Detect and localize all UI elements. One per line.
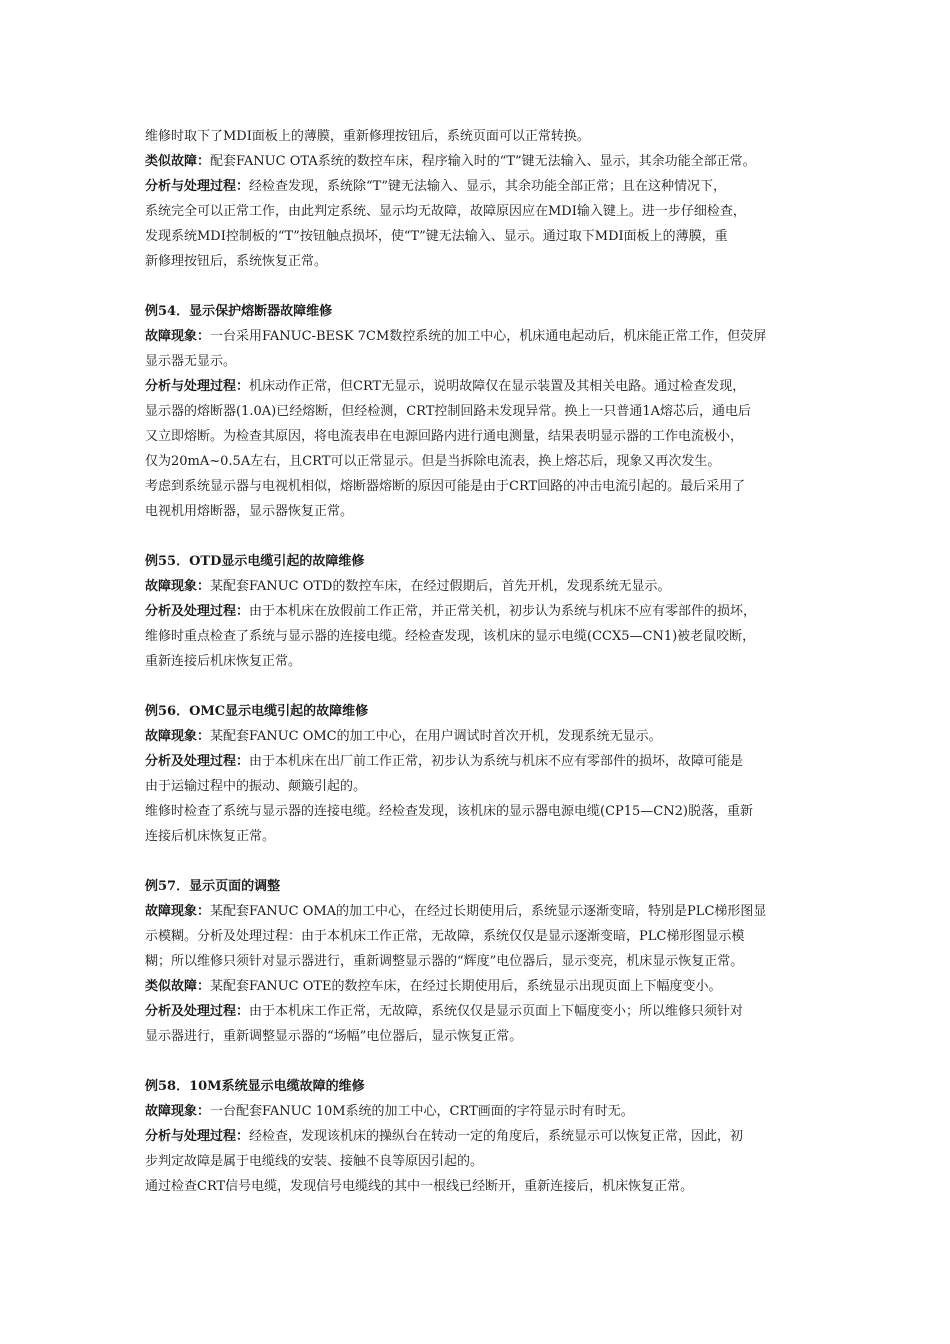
intro-analysis-line-3 <box>145 224 825 249</box>
ex57-symptom-line-1 <box>145 899 825 924</box>
ex54-analysis-line-2 <box>145 399 825 424</box>
text: 显示器无显示。 <box>145 354 237 369</box>
ex58-analysis-line-1 <box>145 1124 825 1149</box>
ex56-analysis-line-3 <box>145 799 825 824</box>
section-title-55: 例55．OTD显示电缆引起的故障维修 <box>145 554 365 569</box>
text: 经检查发现，系统除“T”键无法输入、显示，其余功能全部正常；且在这种情况下， <box>249 179 726 194</box>
ex54-analysis-line-1 <box>145 374 825 399</box>
text: 维修时检查了系统与显示器的连接电缆。经检查发现，该机床的显示器电源电缆(CP15—CN2)脱落，重新 <box>145 804 753 819</box>
section-title-54: 例54．显示保护熔断器故障维修 <box>145 304 333 319</box>
text: 连接后机床恢复正常。 <box>145 829 276 844</box>
section-title-56: 例56．OMC显示电缆引起的故障维修 <box>145 704 369 719</box>
analysis-label: 分析及处理过程： <box>145 754 250 769</box>
ex54-analysis-line-5 <box>145 474 825 499</box>
text: 某配套FANUC OMC的加工中心，在用户调试时首次开机，发现系统无显示。 <box>210 729 662 744</box>
ex54-analysis-line-3 <box>145 424 825 449</box>
ex56-analysis-line-4 <box>145 824 825 849</box>
analysis-label: 分析及处理过程： <box>145 604 250 619</box>
symptom-label: 故障现象： <box>145 729 211 744</box>
text: 电视机用熔断器，显示器恢复正常。 <box>145 504 354 519</box>
ex56-analysis-line-1 <box>145 749 825 774</box>
text: 又立即熔断。为检查其原因，将电流表串在电源回路内进行通电测量，结果表明显示器的工作电流极小， <box>145 429 744 444</box>
text: 仅为20mA~0.5A左右，且CRT可以正常显示。但是当拆除电流表，换上熔芯后，现象又再次发生。 <box>145 454 721 469</box>
symptom-label: 故障现象： <box>145 904 211 919</box>
text: 系统完全可以正常工作，由此判定系统、显示均无故障，故障原因应在MDI输入键上。进一步仔细检查， <box>145 204 746 219</box>
text: 通过检查CRT信号电缆，发现信号电缆线的其中一根线已经断开，重新连接后，机床恢复正常。 <box>145 1179 694 1194</box>
text: 步判定故障是属于电缆线的安装、接触不良等原因引起的。 <box>145 1154 484 1169</box>
text: 配套FANUC OTA系统的数控车床，程序输入时的“T”键无法输入、显示，其余功能全部正常。 <box>210 154 756 169</box>
ex54-analysis-line-6 <box>145 499 825 524</box>
text: 由于运输过程中的振动、颠簸引起的。 <box>145 779 367 794</box>
text: 新修理按钮后，系统恢复正常。 <box>145 254 328 269</box>
text: 维修时取下了MDI面板上的薄膜，重新修理按钮后，系统页面可以正常转换。 <box>145 129 590 144</box>
text: 经检查，发现该机床的操纵台在转动一定的角度后，系统显示可以恢复正常，因此，初 <box>249 1129 744 1144</box>
text: 某配套FANUC OTE的数控车床，在经过长期使用后，系统显示出现页面上下幅度变小。 <box>210 979 722 994</box>
text: 一台配套FANUC 10M系统的加工中心，CRT画面的字符显示时有时无。 <box>210 1104 634 1119</box>
text: 维修时重点检查了系统与显示器的连接电缆。经检查发现，该机床的显示电缆(CCX5—CN1)被老鼠咬断， <box>145 629 756 644</box>
spacer <box>145 1049 825 1074</box>
symptom-label: 故障现象： <box>145 329 211 344</box>
ex55-analysis-line-1 <box>145 599 825 624</box>
intro-line-1 <box>145 124 825 149</box>
section-title-58: 例58．10M系统显示电缆故障的维修 <box>145 1079 365 1094</box>
ex57-symptom-line-2 <box>145 924 825 949</box>
text: 由于本机床在放假前工作正常，并正常关机，初步认为系统与机床不应有零部件的损坏， <box>249 604 757 619</box>
ex54-symptom-line-1 <box>145 324 825 349</box>
ex57-similar-line-1 <box>145 974 825 999</box>
text: 显示器的熔断器(1.0A)已经熔断，但经检测，CRT控制回路未发现异常。换上一只普通1A熔芯后，通电后 <box>145 404 752 419</box>
analysis-label: 分析与处理过程： <box>145 379 250 394</box>
analysis-label: 分析与处理过程： <box>145 1129 250 1144</box>
text: 一台采用FANUC-BESK 7CM数控系统的加工中心，机床通电起动后，机床能正常工作，但荧屏 <box>210 329 767 344</box>
text: 示模糊。分析及处理过程：由于本机床工作正常，无故障，系统仅仅是显示逐渐变暗，PLC梯形图显示模 <box>145 929 745 944</box>
spacer <box>145 524 825 549</box>
symptom-label: 故障现象： <box>145 579 211 594</box>
spacer <box>145 849 825 874</box>
section-title-57: 例57．显示页面的调整 <box>145 879 281 894</box>
ex54-symptom-line-2 <box>145 349 825 374</box>
symptom-label: 故障现象： <box>145 1104 211 1119</box>
text: 机床动作正常，但CRT无显示，说明故障仅在显示装置及其相关电路。通过检查发现， <box>249 379 746 394</box>
ex58-analysis-line-3 <box>145 1174 825 1199</box>
ex58-symptom-line-1 <box>145 1099 825 1124</box>
text: 考虑到系统显示器与电视机相似，熔断器熔断的原因可能是由于CRT回路的冲击电流引起的。最后采用了 <box>145 479 746 494</box>
intro-analysis-line-2 <box>145 199 825 224</box>
text: 发现系统MDI控制板的“T”按钮触点损坏，使“T”键无法输入、显示。通过取下MDI面板上的薄膜，重 <box>145 229 728 244</box>
ex57-analysis-line-2 <box>145 1024 825 1049</box>
ex57-symptom-line-3 <box>145 949 825 974</box>
ex56-analysis-line-2 <box>145 774 825 799</box>
similar-label: 类似故障： <box>145 979 211 994</box>
ex55-analysis-line-3 <box>145 649 825 674</box>
similar-label: 类似故障： <box>145 154 211 169</box>
ex55-symptom-line-1 <box>145 574 825 599</box>
text: 由于本机床在出厂前工作正常，初步认为系统与机床不应有零部件的损坏，故障可能是 <box>249 754 744 769</box>
spacer <box>145 674 825 699</box>
ex55-analysis-line-2 <box>145 624 825 649</box>
ex57-analysis-line-1 <box>145 999 825 1024</box>
ex56-symptom-line-1 <box>145 724 825 749</box>
intro-analysis-line-1 <box>145 174 825 199</box>
ex54-analysis-line-4 <box>145 449 825 474</box>
intro-similar-line <box>145 149 825 174</box>
analysis-label: 分析及处理过程： <box>145 1004 250 1019</box>
text: 某配套FANUC OMA的加工中心，在经过长期使用后，系统显示逐渐变暗，特别是PLC梯形图显 <box>210 904 767 919</box>
text: 由于本机床工作正常，无故障，系统仅仅是显示页面上下幅度变小；所以维修只须针对 <box>249 1004 744 1019</box>
document-page <box>145 124 825 1199</box>
text: 重新连接后机床恢复正常。 <box>145 654 302 669</box>
text: 糊；所以维修只须针对显示器进行，重新调整显示器的“辉度”电位器后，显示变亮，机床显示恢复正常。 <box>145 954 744 969</box>
text: 某配套FANUC OTD的数控车床，在经过假期后，首先开机，发现系统无显示。 <box>210 579 671 594</box>
intro-analysis-line-4 <box>145 249 825 274</box>
spacer <box>145 274 825 299</box>
ex58-analysis-line-2 <box>145 1149 825 1174</box>
text: 显示器进行，重新调整显示器的“场幅”电位器后，显示恢复正常。 <box>145 1029 523 1044</box>
analysis-label: 分析与处理过程： <box>145 179 250 194</box>
